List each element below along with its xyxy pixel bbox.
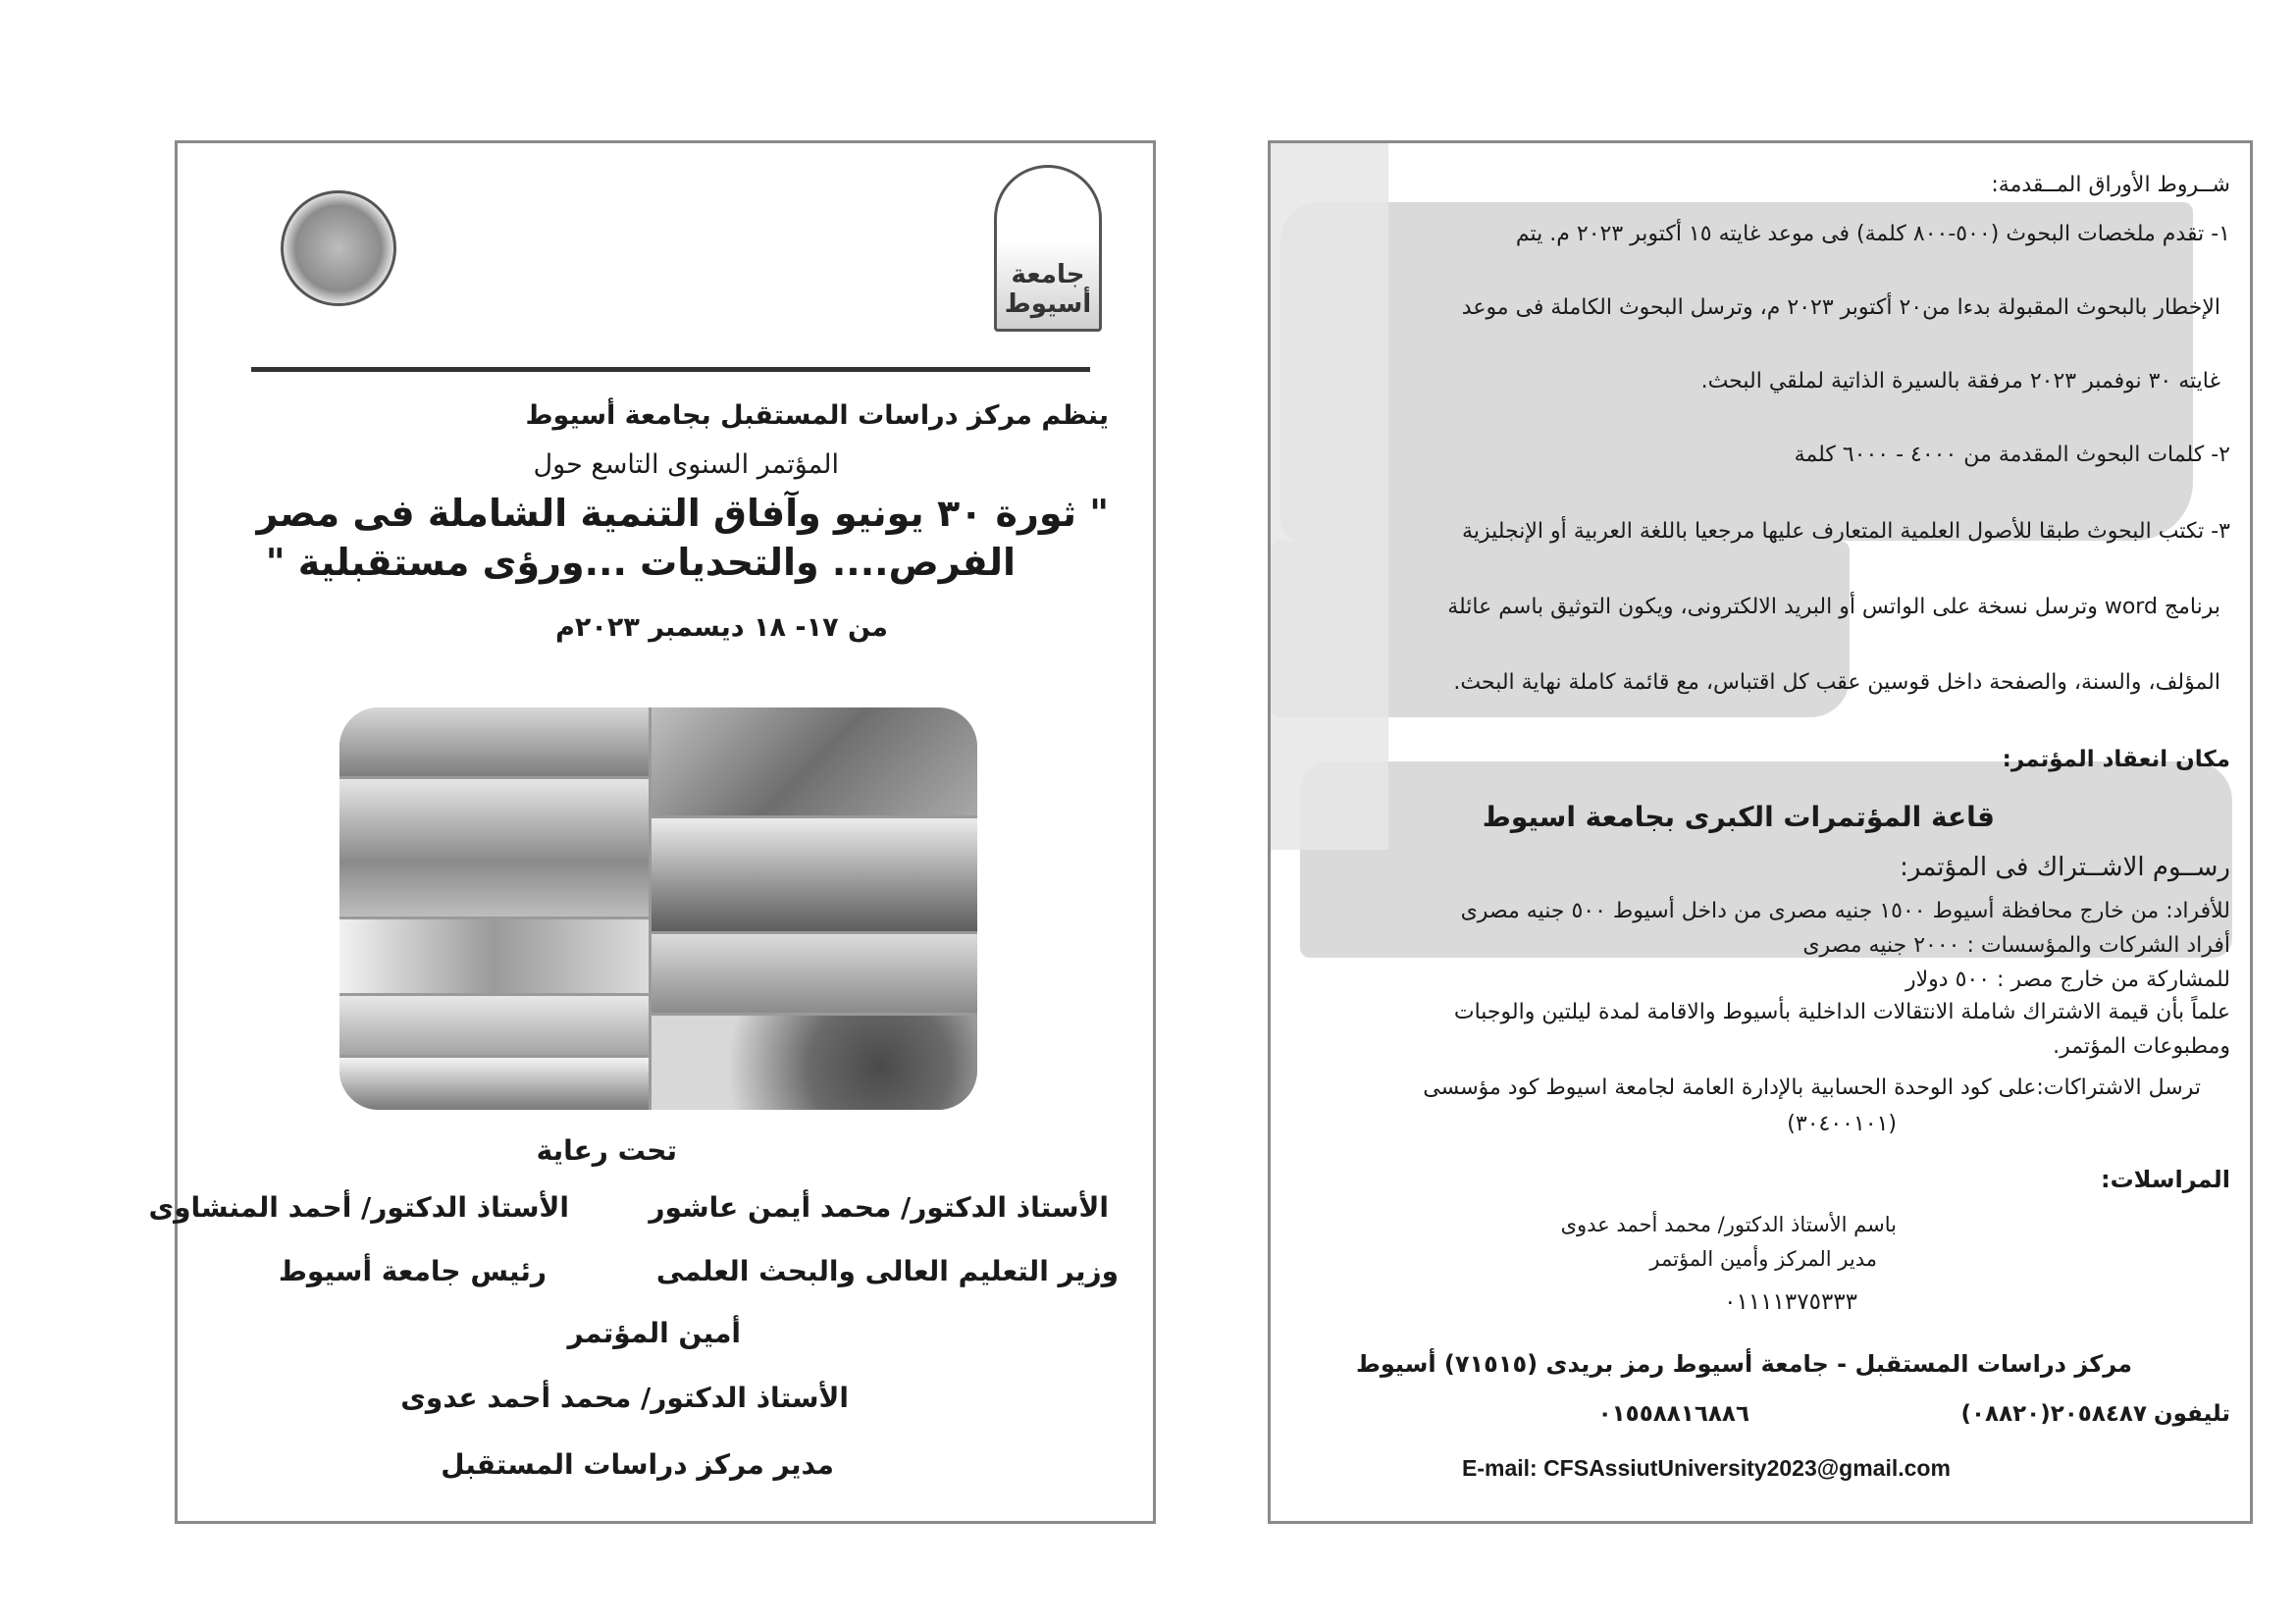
photo-ship-canal — [652, 818, 977, 931]
photo-tunnel — [339, 779, 649, 916]
photo-bridge — [339, 707, 649, 776]
flyer-right-panel — [1268, 140, 2253, 1524]
photo-officials — [339, 919, 649, 993]
correspondence-heading: المراسلات: — [2100, 1166, 2230, 1193]
patronage-heading: تحت رعاية — [536, 1134, 677, 1167]
condition3-line3: المؤلف، والسنة، والصفحة داخل قوسين عقب كل اقتباس، مع قائمة كاملة نهاية البحث. — [1453, 670, 2220, 695]
fee-companies: أفراد الشركات والمؤسسات : ٢٠٠٠ جنيه مصرى — [1802, 933, 2230, 958]
secretary-name: الأستاذ الدكتور/ محمد أحمد عدوى — [400, 1382, 849, 1414]
patron2-name: الأستاذ الدكتور/ أحمد المنشاوى — [148, 1191, 569, 1224]
condition3-line1: ٣- تكتب البحوث طبقا للأصول العلمية المتعارف عليها مرجعيا باللغة العربية أو الإنجليزية — [1462, 519, 2230, 544]
payment-line: ترسل الاشتراكات:على كود الوحدة الحسابية بالإدارة العامة لجامعة اسيوط كود مؤسسى — [1423, 1075, 2201, 1100]
conference-title-line2: الفرص.... والتحديات ...ورؤى مستقبلية " — [265, 541, 1016, 584]
venue: قاعة المؤتمرات الكبرى بجامعة اسيوط — [1482, 801, 1995, 833]
future-studies-center-logo — [281, 190, 396, 306]
photo-monument — [652, 934, 977, 1013]
fee-abroad: للمشاركة من خارج مصر : ٥٠٠ دولار — [1905, 968, 2230, 992]
flyer-left-panel — [148, 140, 1156, 1524]
secretary-heading: أمين المؤتمر — [567, 1317, 741, 1349]
fee-note-line2: ومطبوعات المؤتمر. — [2053, 1034, 2230, 1059]
patron1-name: الأستاذ الدكتور/ محمد أيمن عاشور — [649, 1191, 1109, 1224]
phone-label: تليفون — [2153, 1401, 2230, 1427]
organizer-line: ينظم مركز دراسات المستقبل بجامعة أسيوط — [525, 400, 1109, 431]
payment-code: (٣٠٤٠٠١٠١) — [1787, 1112, 1897, 1136]
condition3-line2: برنامج word وترسل نسخة على الواتس أو البريد الالكترونى، ويكون التوثيق باسم عائلة — [1447, 595, 2220, 619]
phone-number-1: ٢٠٥٨٤٨٧(٠٨٨٢٠) — [1960, 1401, 2147, 1427]
correspondence-phone: ٠١١١١٣٧٥٣٣٣ — [1724, 1289, 1857, 1315]
condition2: ٢- كلمات البحوث المقدمة من ٤٠٠٠ - ٦٠٠٠ كلمة — [1794, 443, 2230, 467]
conditions-heading: شــروط الأوراق المــقدمة: — [1991, 173, 2230, 197]
fee-note-line1: علماً بأن قيمة الاشتراك شاملة الانتقالات الداخلية بأسيوط والاقامة لمدة ليلتين والوجبات — [1453, 1000, 2230, 1024]
phone-number-2: ٠١٥٥٨٨١٦٨٨٦ — [1597, 1401, 1749, 1427]
patron2-title: رئيس جامعة أسيوط — [278, 1255, 547, 1287]
assiut-university-logo — [994, 165, 1102, 332]
center-address: مركز دراسات المستقبل - جامعة أسيوط رمز بريدى (٧١٥١٥) أسيوط — [1355, 1350, 2132, 1378]
correspondence-title: مدير المركز وأمين المؤتمر — [1649, 1247, 1877, 1271]
venue-heading: مكان انعقاد المؤتمر: — [2002, 747, 2230, 772]
patron1-title: وزير التعليم العالى والبحث العلمى — [655, 1255, 1119, 1287]
header-divider — [251, 367, 1090, 372]
photo-president — [652, 1016, 977, 1110]
assiut-university-logo-text: جامعة أسيوط — [1004, 260, 1092, 319]
conference-line: المؤتمر السنوى التاسع حول — [533, 449, 839, 480]
condition1-line1: ١- تقدم ملخصات البحوث (٥٠٠-٨٠٠ كلمة) فى موعد غايته ١٥ أكتوبر ٢٠٢٣ م. يتم — [1515, 222, 2230, 246]
conference-title-line1: " ثورة ٣٠ يونيو وآفاق التنمية الشاملة فى مصر — [256, 492, 1109, 535]
fee-individuals: للأفراد: من خارج محافظة أسيوط ١٥٠٠ جنيه مصرى من داخل أسيوط ٥٠٠ جنيه مصرى — [1460, 899, 2230, 923]
condition1-line3: غايته ٣٠ نوفمبر ٢٠٢٣ مرفقة بالسيرة الذاتية لملقي البحث. — [1700, 369, 2220, 393]
contact-email[interactable]: E-mail: CFSAssiutUniversity2023@gmail.com — [1462, 1455, 1951, 1481]
photo-housing — [339, 996, 649, 1055]
conference-dates: من ١٧- ١٨ ديسمبر ٢٠٢٣م — [555, 612, 888, 643]
photo-collage — [339, 707, 977, 1110]
condition1-line2: الإخطار بالبحوث المقبولة بدءا من٢٠ أكتوبر ٢٠٢٣ م، وترسل البحوث الكاملة فى موعد — [1461, 295, 2220, 320]
fees-heading: رســوم الاشــتراك فى المؤتمر: — [1900, 853, 2230, 882]
photo-building — [339, 1058, 649, 1110]
photo-construction — [652, 707, 977, 815]
correspondence-name: باسم الأستاذ الدكتور/ محمد أحمد عدوى — [1560, 1213, 1897, 1236]
secretary-title: مدير مركز دراسات المستقبل — [441, 1448, 834, 1481]
scan-shade-left — [1271, 143, 1388, 850]
